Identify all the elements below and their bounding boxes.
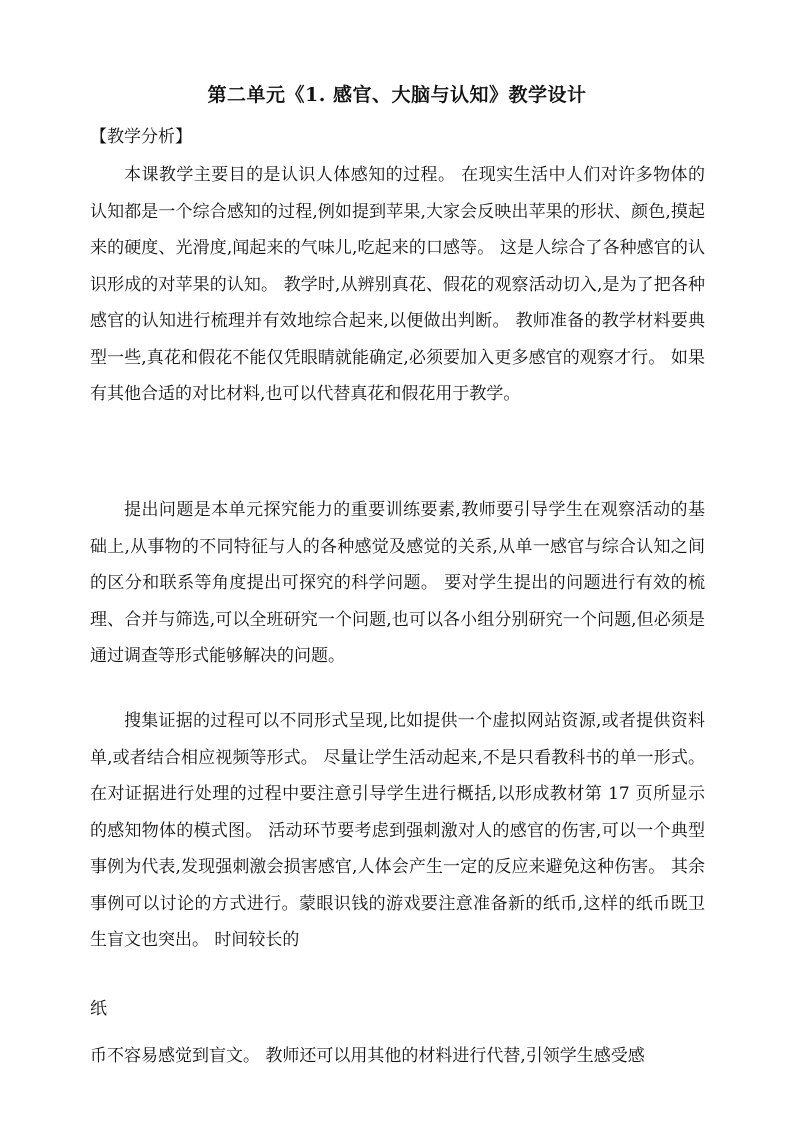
- trailing-line-2: 币不容易感觉到盲文。 教师还可以用其他的材料进行代替,引领学生感受感: [90, 1046, 645, 1066]
- paragraph-2: 提出问题是本单元探究能力的重要训练要素,教师要引导学生在观察活动的基础上,从事物的不同特征与人的各种感觉及感觉的关系,从单一感官与综合认知之间的区分和联系等角度提出可探究的科学问题。 要对学生提出的问题进行有效的梳理、合并与筛选,可以全班研究一个问题,也可以各小组分别研究一个问题,但必须是通过调查等形式能够解决的问题。: [90, 500, 705, 666]
- trailing-line-1: 纸: [90, 999, 107, 1019]
- paragraph-3: 搜集证据的过程可以不同形式呈现,比如提供一个虚拟网站资源,或者提供资料单,或者结合相应视频等形式。 尽量让学生活动起来,不是只看教科书的单一形式。 在对证据进行处理的过程中要注意引导学生进行概括,以形成教材第 17 页所显示的感知物体的模式图。 活动环节要考虑到强刺激对人的感官的伤害,可以一个典型事例为代表,发现强刺激会损害感官,人体会产生一定的反应来避免这种伤害。 其余事例可以讨论的方式进行。蒙眼识钱的游戏要注意准备新的纸币,这样的纸币既卫生盲文也突出。 时间较长的: [90, 711, 705, 950]
- section-heading: 【教学分析】: [90, 127, 192, 147]
- paragraph-1: 本课教学主要目的是认识人体感知的过程。 在现实生活中人们对许多物体的认知都是一个综合感知的过程,例如提到苹果,大家会反映出苹果的形状、颜色,摸起来的硬度、光滑度,闻起来的气味儿,吃起来的口感等。 这是人综合了各种感官的认识形成的对苹果的认知。 教学时,从辨别真花、假花的观察活动切入,是为了把各种感官的认知进行梳理并有效地综合起来,以便做出判断。 教师准备的教学材料要典型一些,真花和假花不能仅凭眼睛就能确定,必须要加入更多感官的观察才行。 如果有其他合适的对比材料,也可以代替真花和假花用于教学。: [90, 165, 705, 404]
- document-title: 第二单元《1. 感官、大脑与认知》教学设计: [207, 84, 587, 106]
